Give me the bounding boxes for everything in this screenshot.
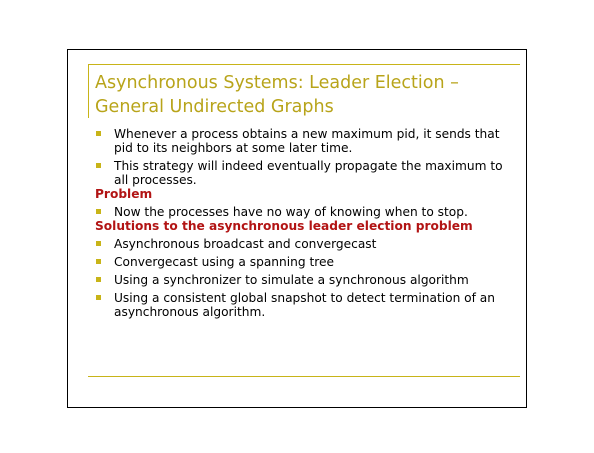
list-item-text: Asynchronous broadcast and convergecast: [114, 237, 377, 251]
square-bullet-icon: [96, 131, 101, 136]
slide-title: [95, 71, 515, 119]
list-item-text: Convergecast using a spanning tree: [114, 255, 334, 269]
square-bullet-icon: [96, 259, 101, 264]
list-item: [95, 159, 525, 187]
list-item-text: pid to its neighbors at some later time.: [114, 141, 353, 155]
square-bullet-icon: [96, 295, 101, 300]
list-item-text: all processes.: [114, 173, 197, 187]
list-item-text: This strategy will indeed eventually propagate the maximum to: [114, 159, 503, 173]
list-item-text: asynchronous algorithm.: [114, 305, 266, 319]
problem-heading: Problem: [95, 187, 153, 201]
list-item-text: Now the processes have no way of knowing when to stop.: [114, 205, 468, 219]
solutions-heading: Solutions to the asynchronous leader election problem: [95, 219, 473, 233]
list-item: [95, 255, 525, 269]
title-accent-rule-vertical: [88, 64, 89, 118]
slide-title-line-1: Asynchronous Systems: Leader Election –: [95, 73, 459, 93]
list-item: [95, 127, 525, 155]
list-item: [95, 237, 525, 251]
square-bullet-icon: [96, 241, 101, 246]
footer-accent-rule: [88, 376, 520, 377]
square-bullet-icon: [96, 277, 101, 282]
list-item: [95, 205, 525, 219]
list-item-text: Using a consistent global snapshot to detect termination of an: [114, 291, 495, 305]
slide-title-line-2: General Undirected Graphs: [95, 97, 334, 117]
list-item: [95, 291, 525, 319]
list-item: [95, 273, 525, 287]
list-item-text: Using a synchronizer to simulate a synchronous algorithm: [114, 273, 469, 287]
square-bullet-icon: [96, 209, 101, 214]
square-bullet-icon: [96, 163, 101, 168]
list-item-text: Whenever a process obtains a new maximum pid, it sends that: [114, 127, 500, 141]
slide-body: [95, 127, 525, 319]
title-accent-rule-horizontal: [88, 64, 520, 65]
